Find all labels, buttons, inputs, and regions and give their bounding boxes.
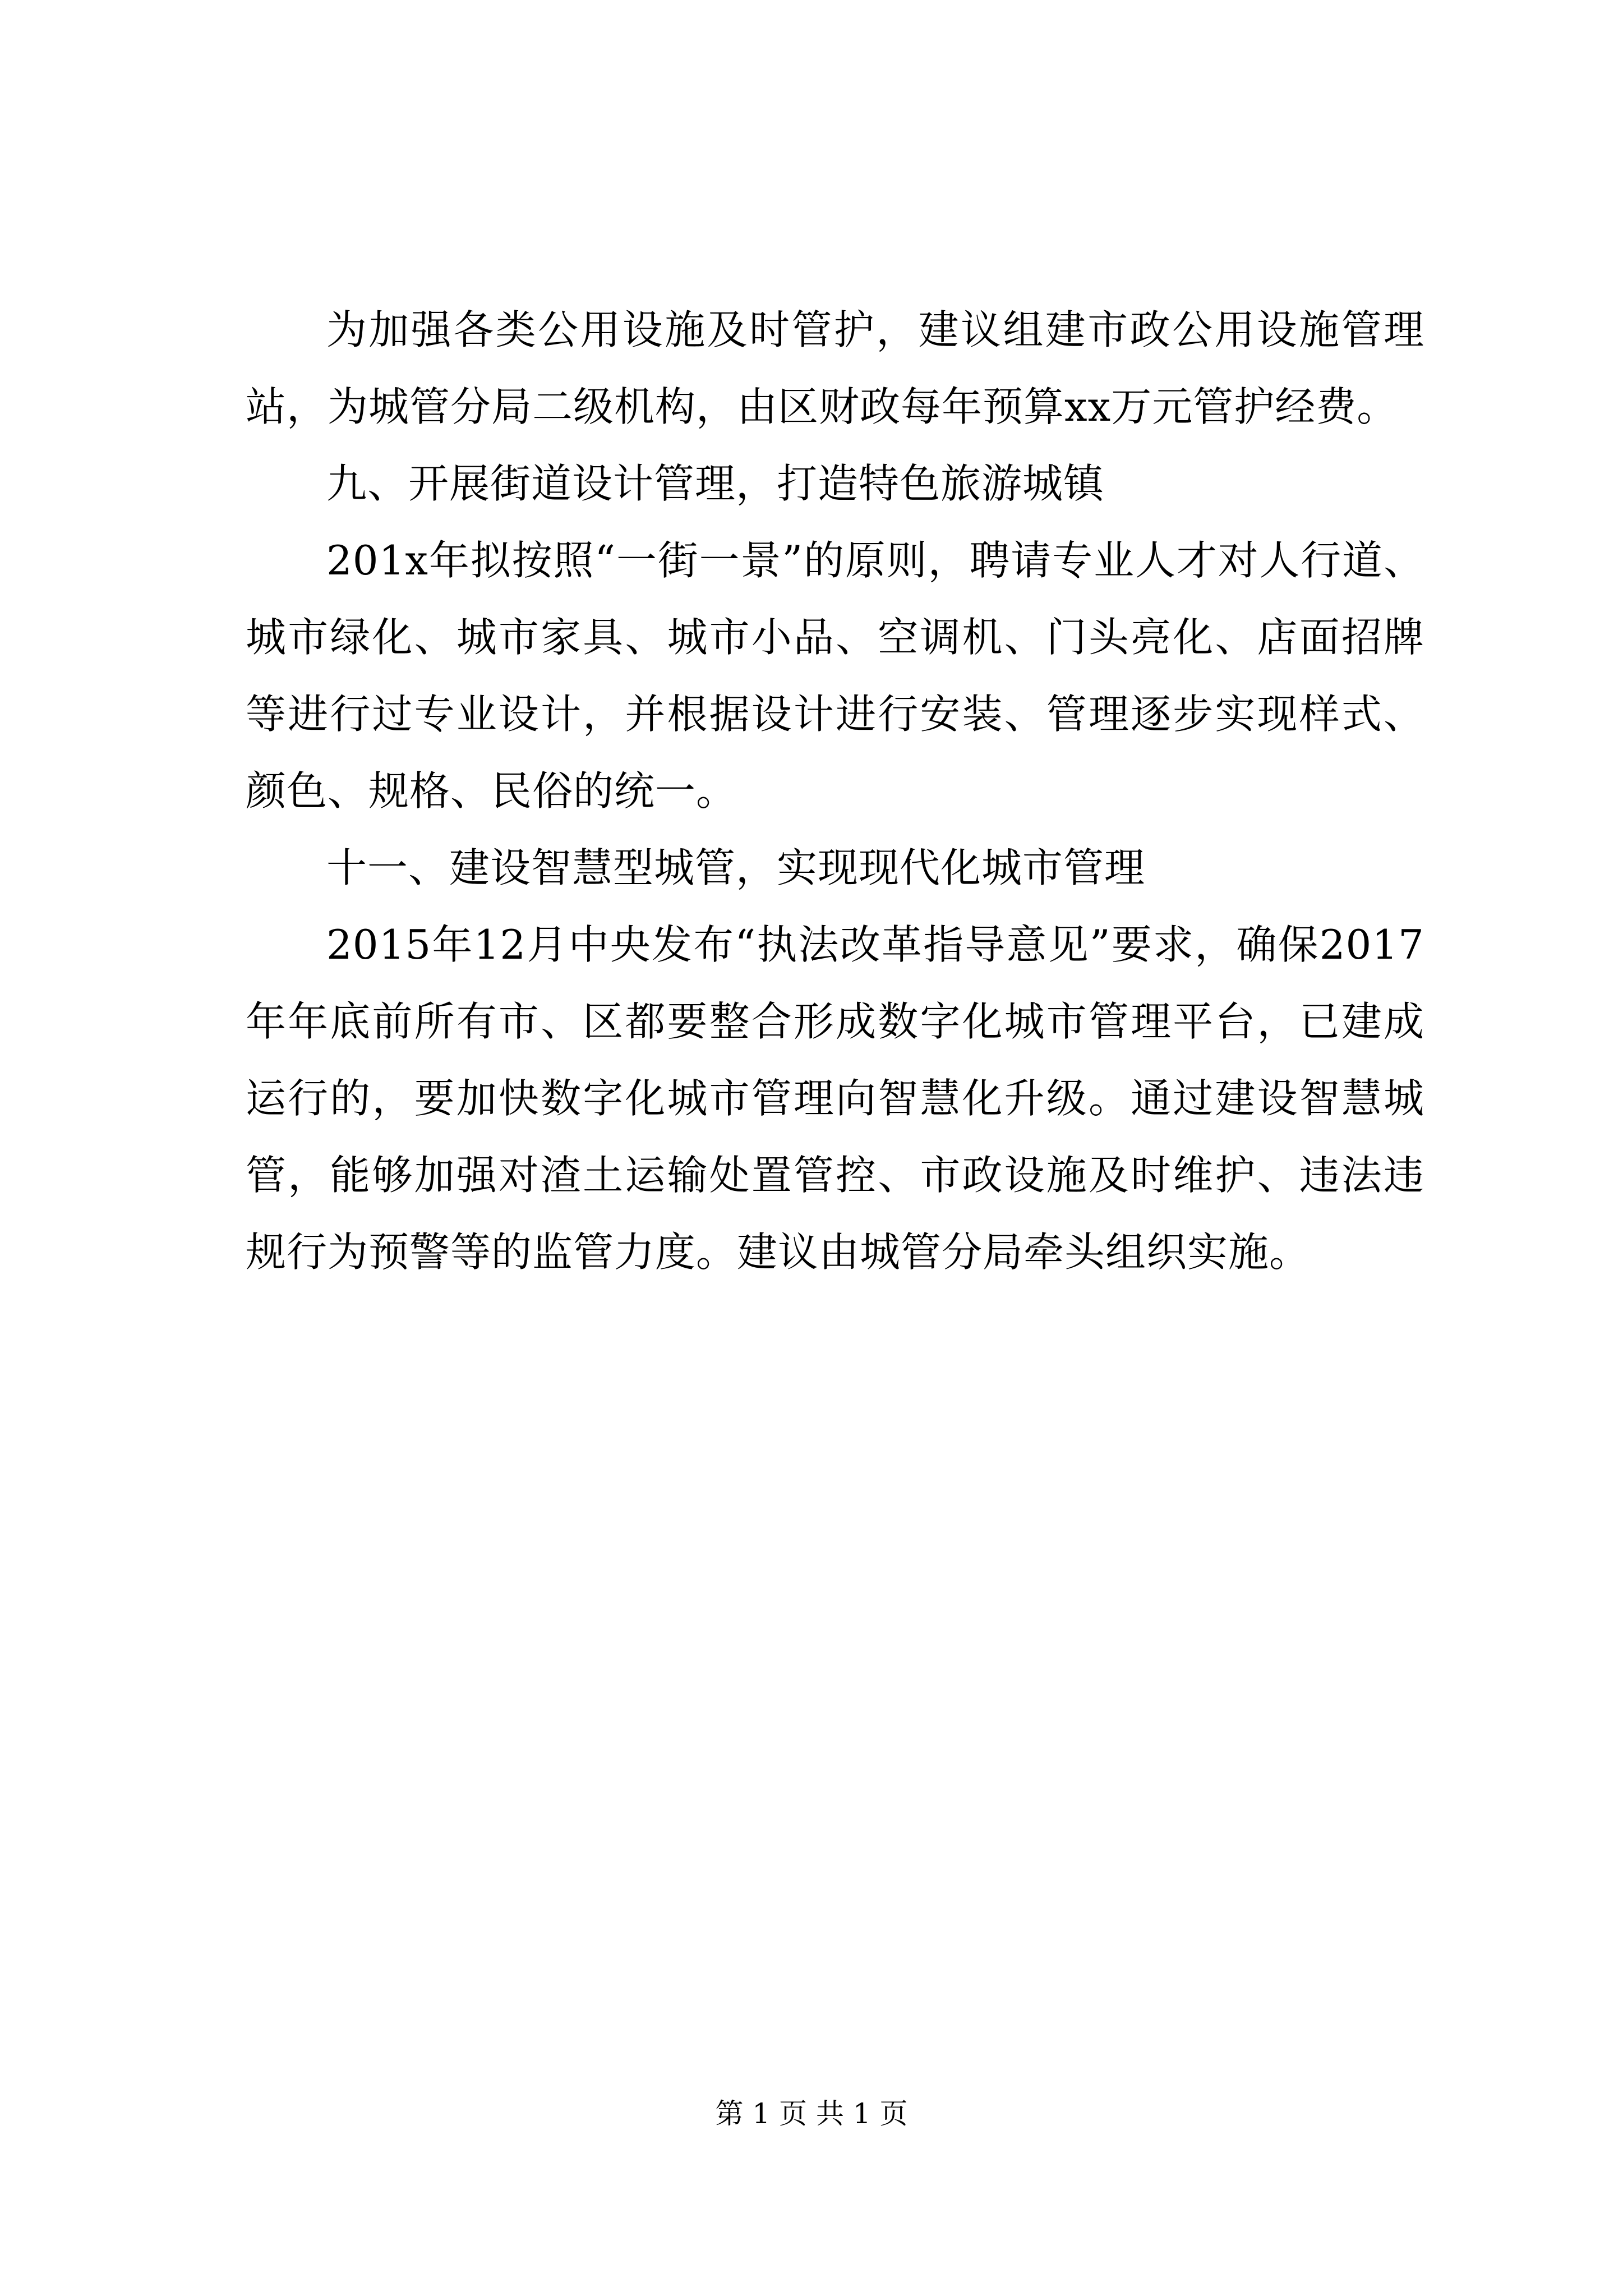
heading-street-design: 九、开展街道设计管理，打造特色旅游城镇 <box>326 460 1105 507</box>
page-footer: 第 1 页 共 1 页 <box>715 2097 908 2130</box>
document-body <box>246 292 1424 1291</box>
paragraph-smart-city-management: 2015年12月中央发布“执法改革指导意见”要求，确保2017年年底前所有市、区都要整合形成数字化城市管理平台，已建成运行的，要加快数字化城市管理向智慧化升级。通过建设智慧城管，能够加强对渣土运输处置管控、市政设施及时维护、违法违规行为预警等的监管力度。建议由城管分局牵头组织实施。 <box>246 921 1424 1276</box>
paragraph-street-design: 201x年拟按照“一街一景”的原则，聘请专业人才对人行道、城市绿化、城市家具、城市小品、空调机、门头亮化、店面招牌等进行过专业设计，并根据设计进行安装、管理逐步实现样式、颜色、规格、民俗的统一。 <box>246 537 1424 815</box>
heading-smart-city-management: 十一、建设智慧型城管，实现现代化城市管理 <box>326 844 1146 891</box>
paragraph-facility-management: 为加强各类公用设施及时管护，建议组建市政公用设施管理站，为城管分局二级机构，由区财政每年预算xx万元管护经费。 <box>246 306 1424 430</box>
